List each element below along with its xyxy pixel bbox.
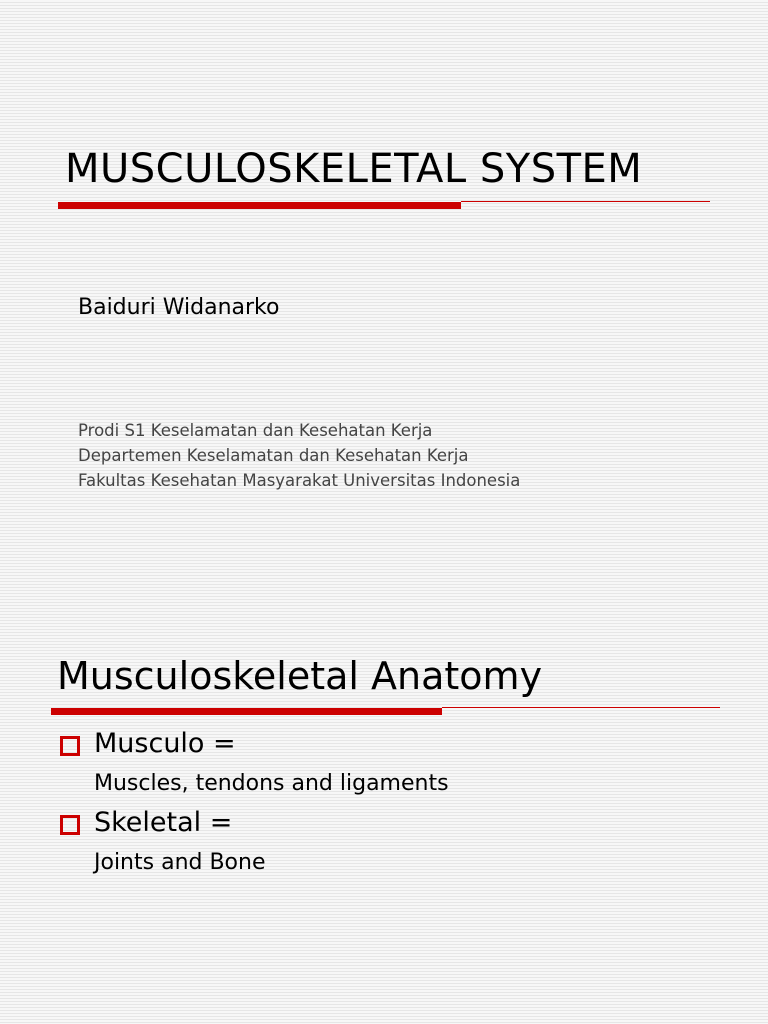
title-underline-thin bbox=[442, 707, 720, 708]
title-underline-thick bbox=[51, 708, 442, 715]
bullet-heading: Musculo = bbox=[94, 728, 236, 759]
content-slide bbox=[0, 512, 768, 1024]
title-underline-thick bbox=[58, 202, 461, 209]
title-underline-thin bbox=[461, 201, 710, 202]
affiliation-line: Prodi S1 Keselamatan dan Kesehatan Kerja bbox=[78, 421, 433, 440]
affiliation-line: Fakultas Kesehatan Masyarakat Universitas Indonesia bbox=[78, 471, 521, 490]
slide-title: Musculoskeletal Anatomy bbox=[57, 654, 543, 698]
slide-title: MUSCULOSKELETAL SYSTEM bbox=[65, 146, 643, 192]
bullet-heading: Skeletal = bbox=[94, 807, 233, 838]
bullet-detail: Joints and Bone bbox=[94, 850, 266, 875]
square-bullet-icon bbox=[60, 815, 80, 835]
affiliation-list bbox=[78, 418, 520, 493]
author-name: Baiduri Widanarko bbox=[78, 295, 280, 320]
affiliation-line: Departemen Keselamatan dan Kesehatan Kerja bbox=[78, 446, 469, 465]
bullet-detail: Muscles, tendons and ligaments bbox=[94, 771, 449, 796]
square-bullet-icon bbox=[60, 736, 80, 756]
